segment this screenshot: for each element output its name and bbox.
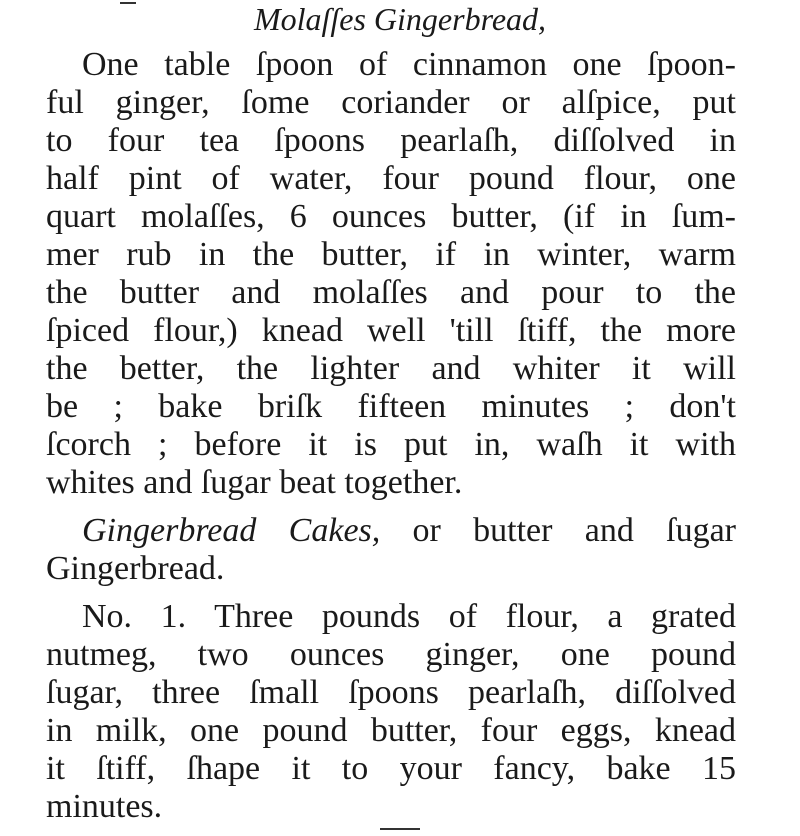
text-line: to four tea ſpoons pearlaſh, diſſolved in [46,122,736,159]
page-fragment-bottom [380,828,420,836]
text-line: mer rub in the butter, if in winter, warm [46,236,736,273]
text-line: ful ginger, ſome coriander or alſpice, put [46,84,736,121]
recipe-title-molasses-gingerbread: Molaſſes Gingerbread, [253,1,547,37]
recipe-heading-gingerbread-cakes [82,512,736,550]
text-line: whites and ſugar beat together. [46,464,463,501]
text-line: it ſtiff, ſhape it to your fancy, bake 15 [46,750,736,787]
recipe-heading-line2: Gingerbread. [46,550,225,587]
text-line: minutes. [46,788,163,825]
recipe-heading-rest: or butter and ſugar [380,512,736,549]
text-line: be ; bake briſk fifteen minutes ; don't [46,388,736,425]
text-line: nutmeg, two ounces ginger, one pound [46,636,736,673]
text-line: ſpiced flour,) knead well 'till ſtiff, the more [46,312,736,349]
text-line: the better, the lighter and whiter it will [46,350,736,387]
text-line: ſugar, three ſmall ſpoons pearlaſh, diſſolved [46,674,736,711]
text-line: No. 1. Three pounds of flour, a grated [82,598,736,635]
text-line: ſcorch ; before it is put in, waſh it with [46,426,736,463]
recipe-heading-italic: Gingerbread Cakes, [82,512,381,549]
text-line: half pint of water, four pound flour, one [46,160,736,197]
text-line: in milk, one pound butter, four eggs, knead [46,712,736,749]
text-line: the butter and molaſſes and pour to the [46,274,736,311]
text-line: quart molaſſes, 6 ounces butter, (if in ſum- [46,198,736,235]
text-line: One table ſpoon of cinnamon one ſpoon- [82,46,736,83]
